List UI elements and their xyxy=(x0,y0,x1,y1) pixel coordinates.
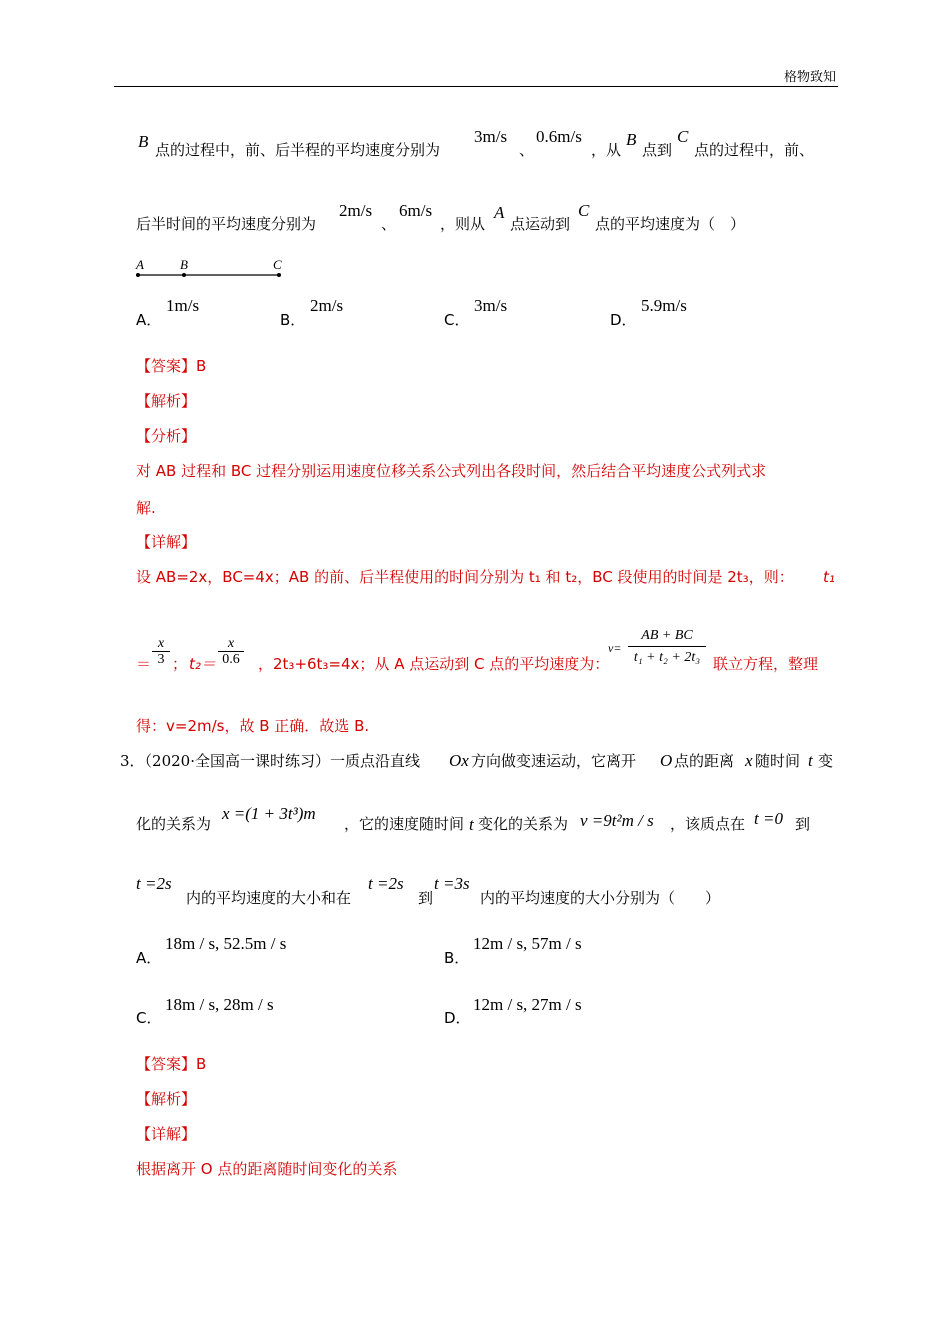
q2-l2-text4: 点的平均速度为（ ） xyxy=(595,215,746,233)
q3-option-C-value: 18m / s, 28m / s xyxy=(165,995,274,1014)
q3-option-C-letter: C． xyxy=(136,1009,162,1027)
q2-option-D-value: 5.9m/s xyxy=(641,296,687,315)
fraction-1-denominator: 3 xyxy=(157,652,165,668)
q2-fenxi-heading: 【分析】 xyxy=(136,427,197,445)
q2-l2-text3: 点运动到 xyxy=(510,215,571,233)
q3-option-B-letter: B． xyxy=(444,949,470,967)
q3-l3-text-b: 到 xyxy=(418,889,434,907)
q3-l2-t: t xyxy=(469,815,474,834)
point-A-label: A xyxy=(136,257,144,272)
q3-detail: 根据离开 O 点的距离随时间变化的关系 xyxy=(136,1160,398,1178)
q3-l1-Ox: Ox xyxy=(449,751,469,770)
q3-l3-t3-eq: t =3s xyxy=(434,874,470,893)
q3-jiexi-heading: 【解析】 xyxy=(136,1090,197,1108)
q2-option-B-value: 2m/s xyxy=(310,296,344,315)
q2-l2-sep: 、 xyxy=(381,215,397,233)
q3-l2-text-b: ，它的速度随时间 xyxy=(344,815,465,833)
point-B-label: B xyxy=(180,257,188,272)
point-C-label: C xyxy=(273,257,282,272)
q3-option-A-letter: A． xyxy=(136,949,162,967)
q3-l1-t: t xyxy=(808,751,813,770)
q2-l1-text1: 点的过程中，前、后半程的平均速度分别为 xyxy=(155,141,441,159)
q3-l1-text: 3．（2020·全国高一课时练习）一质点沿直线 xyxy=(120,752,420,770)
q3-l2-velocity-eq: v =9t²m / s xyxy=(580,811,654,830)
q3-l1-text-b: 方向做变速运动，它离开 xyxy=(471,752,637,770)
q2-detail-1: 设 AB=2x，BC=4x；AB 的前、后半程使用的时间分别为 t₁ 和 t₂，BC 段使用的时间是 2t₃，则： xyxy=(136,568,794,586)
q2-l2-C: C xyxy=(578,201,590,220)
q2-l1-v1: 3m/s xyxy=(474,127,508,146)
q2-eq-text: ，2t₃+6t₃=4x；从 A 点运动到 C 点的平均速度为： xyxy=(258,655,610,673)
q2-eq-semicolon: ； xyxy=(172,655,188,673)
q2-l2-text2: ，则从 xyxy=(440,215,486,233)
q2-eq-t2: t₂＝ xyxy=(189,655,216,673)
q3-xiangjie-heading: 【详解】 xyxy=(136,1125,197,1143)
q3-l3-t2b-eq: t =2s xyxy=(368,874,404,893)
q3-l2-text-c: 变化的关系为 xyxy=(478,815,569,833)
q2-fenxi-text-1: 对 AB 过程和 BC 过程分别运用速度位移关系公式列出各段时间，然后结合平均速度公式列式求 xyxy=(136,462,767,480)
q3-l1-text-d: 随时间 xyxy=(755,752,801,770)
q2-option-C-value: 3m/s xyxy=(474,296,508,315)
fraction-3-bar xyxy=(628,646,706,647)
fraction-average-velocity xyxy=(628,628,706,666)
q2-l2-A: A xyxy=(494,203,505,222)
q2-l1-B: B xyxy=(138,132,149,151)
q2-result: 得：v=2m/s，故 B 正确．故选 B. xyxy=(136,717,370,735)
q2-l1-text2: ，从 xyxy=(591,141,622,159)
q2-option-B-letter: B． xyxy=(280,311,306,329)
q2-eq-continue: 联立方程，整理 xyxy=(713,655,819,673)
q2-l1-B2: B xyxy=(626,130,637,149)
q3-l2-text-a: 化的关系为 xyxy=(136,815,212,833)
q3-l2-text-e: 到 xyxy=(795,815,811,833)
segment-diagram xyxy=(130,256,290,282)
q3-l1-O: O xyxy=(660,751,673,770)
q3-l1-text-c: 点的距离 xyxy=(674,752,735,770)
fraction-1-numerator: x xyxy=(157,636,165,651)
q2-option-D-letter: D． xyxy=(610,311,637,329)
q2-l2-v2: 6m/s xyxy=(399,201,433,220)
fraction-3-numerator: AB + BC xyxy=(641,628,693,643)
q2-option-A-value: 1m/s xyxy=(166,296,200,315)
q2-v-label: v= xyxy=(608,641,622,655)
q2-l1-sep: 、 xyxy=(519,141,535,159)
fraction-x-over-0.6 xyxy=(218,636,244,668)
q2-fenxi-text-2: 解. xyxy=(136,499,156,517)
q3-l2-t0-eq: t =0 xyxy=(754,809,783,828)
header-rule xyxy=(114,86,838,87)
q3-option-D-value: 12m / s, 27m / s xyxy=(473,995,582,1014)
q2-eq-equals: ＝ xyxy=(136,655,152,673)
q2-jiexi-heading: 【解析】 xyxy=(136,392,197,410)
q2-option-C-letter: C． xyxy=(444,311,470,329)
point-C xyxy=(277,273,281,277)
q2-l1-C: C xyxy=(677,127,689,146)
q3-l2-position-eq: x =(1 + 3t³)m xyxy=(222,804,316,823)
q2-answer: 【答案】B xyxy=(136,357,207,375)
q3-l3-t2-eq: t =2s xyxy=(136,874,172,893)
fraction-2-denominator: 0.6 xyxy=(222,652,240,668)
fraction-3-denominator: t₁ + t₂ + 2t₃ xyxy=(633,650,701,666)
q3-l2-text-d: ，该质点在 xyxy=(670,815,746,833)
q2-option-A-letter: A． xyxy=(136,311,162,329)
q3-answer: 【答案】B xyxy=(136,1055,207,1073)
q3-l1-text-e: 变 xyxy=(818,752,834,770)
fraction-x-over-3 xyxy=(152,636,170,668)
q2-detail-t1: t₁ xyxy=(823,568,835,586)
q2-xiangjie-heading: 【详解】 xyxy=(136,533,197,551)
header-brand: 格物致知 xyxy=(783,70,836,85)
q2-l1-v2: 0.6m/s xyxy=(536,127,582,146)
q3-option-A-value: 18m / s, 52.5m / s xyxy=(165,934,287,953)
q2-l1-text4: 点的过程中，前、 xyxy=(694,141,815,159)
q3-option-D-letter: D． xyxy=(444,1009,471,1027)
q3-l1-x: x xyxy=(745,751,753,770)
fraction-2-numerator: x xyxy=(227,636,235,651)
q2-l2-v1: 2m/s xyxy=(339,201,373,220)
q3-l3-text-a: 内的平均速度的大小和在 xyxy=(186,889,352,907)
q2-l1-text3: 点到 xyxy=(642,141,673,159)
q2-l2-text1: 后半时间的平均速度分别为 xyxy=(136,215,317,233)
q3-option-B-value: 12m / s, 57m / s xyxy=(473,934,582,953)
point-B xyxy=(182,273,186,277)
q3-l3-text-c: 内的平均速度的大小分别为（ ） xyxy=(480,889,721,907)
point-A xyxy=(136,273,140,277)
